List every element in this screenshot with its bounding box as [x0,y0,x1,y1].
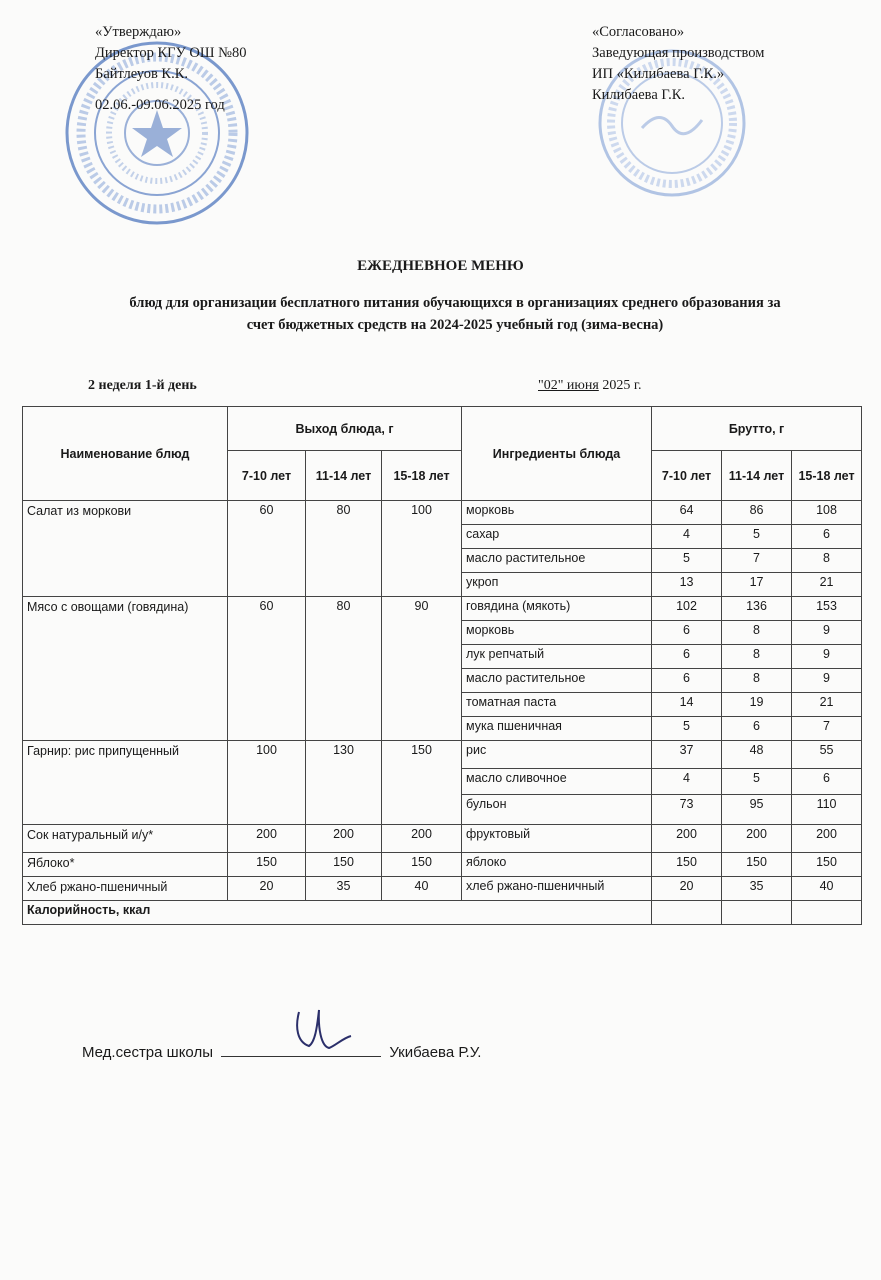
gross-age2: 19 [722,693,792,717]
yield-age1: 20 [228,877,306,901]
gross-age3: 110 [792,795,862,825]
gross-age2: 150 [722,853,792,877]
yield-age1: 150 [228,853,306,877]
approval-line1: Директор КГУ ОШ №80 [95,45,247,61]
gross-age1: 150 [652,853,722,877]
gross-age3: 9 [792,645,862,669]
gross-age2: 17 [722,573,792,597]
agreement-line1: Заведующая производством [592,45,765,61]
ingredient-name: сахар [462,525,652,549]
date-year: 2025 г. [598,378,642,393]
gross-age3: 55 [792,741,862,769]
gross-age3: 6 [792,769,862,795]
yield-age2: 130 [306,741,382,825]
ingredient-name: мука пшеничная [462,717,652,741]
ingredient-name: масло сливочное [462,769,652,795]
header-yield: Выход блюда, г [228,407,462,451]
gross-age3: 9 [792,669,862,693]
ingredient-name: укроп [462,573,652,597]
dish-name: Гарнир: рис припущенный [23,741,228,825]
gross-age3: 150 [792,853,862,877]
gross-age3: 7 [792,717,862,741]
gross-age2: 8 [722,669,792,693]
approval-line2: Байтлеуов К.К. [95,66,189,82]
yield-age2: 150 [306,853,382,877]
agreement-block [592,22,764,106]
yield-age3: 150 [382,741,462,825]
agreement-heading: «Согласовано» [592,24,685,40]
yield-age3: 40 [382,877,462,901]
gross-age1: 13 [652,573,722,597]
ingredient-name: фруктовый [462,825,652,853]
page-subtitle: блюд для организации бесплатного питания обучающихся в организациях среднего образования за счет бюджетных средств на 2024-2025 учебный год (зима-весна) [129,295,781,333]
gross-age2: 86 [722,501,792,525]
ingredient-name: морковь [462,501,652,525]
gross-age2: 5 [722,769,792,795]
dish-name: Сок натуральный и/у* [23,825,228,853]
header-gross-age1: 7-10 лет [652,451,722,501]
gross-age1: 64 [652,501,722,525]
gross-age3: 6 [792,525,862,549]
approval-period: 02.06.-09.06.2025 год [95,97,225,113]
gross-age3: 21 [792,573,862,597]
gross-age2: 200 [722,825,792,853]
gross-age3: 40 [792,877,862,901]
yield-age1: 60 [228,501,306,597]
gross-age1: 4 [652,769,722,795]
header-dish: Наименование блюд [23,407,228,501]
header-gross-age2: 11-14 лет [722,451,792,501]
gross-age1: 14 [652,693,722,717]
yield-age2: 35 [306,877,382,901]
yield-age3: 200 [382,825,462,853]
gross-age2: 136 [722,597,792,621]
gross-age1: 102 [652,597,722,621]
signature-line [221,1040,381,1057]
header-yield-age2: 11-14 лет [306,451,382,501]
gross-age2: 48 [722,741,792,769]
ingredient-name: яблоко [462,853,652,877]
calories-age3 [792,901,862,925]
signature-name: Укибаева Р.У. [389,1044,482,1061]
gross-age1: 6 [652,669,722,693]
header-gross-age3: 15-18 лет [792,451,862,501]
signature-label: Мед.сестра школы [82,1044,213,1061]
gross-age1: 5 [652,549,722,573]
gross-age3: 200 [792,825,862,853]
ingredient-name: масло растительное [462,549,652,573]
gross-age3: 8 [792,549,862,573]
gross-age1: 200 [652,825,722,853]
ingredient-name: томатная паста [462,693,652,717]
gross-age1: 5 [652,717,722,741]
dish-name: Яблоко* [23,853,228,877]
week-day: 2 неделя 1-й день [88,378,197,393]
date-day: "02" июня [538,378,599,393]
header-yield-age1: 7-10 лет [228,451,306,501]
agreement-line3: Килибаева Г.К. [592,87,686,103]
gross-age1: 73 [652,795,722,825]
gross-age1: 6 [652,645,722,669]
gross-age1: 4 [652,525,722,549]
dish-name: Хлеб ржано-пшеничный [23,877,228,901]
page-title: ЕЖЕДНЕВНОЕ МЕНЮ [357,258,524,274]
ingredient-name: лук репчатый [462,645,652,669]
gross-age2: 7 [722,549,792,573]
calories-label: Калорийность, ккал [23,901,652,925]
ingredient-name: бульон [462,795,652,825]
gross-age2: 5 [722,525,792,549]
gross-age2: 8 [722,645,792,669]
agreement-line2: ИП «Килибаева Г.К.» [592,66,725,82]
gross-age3: 108 [792,501,862,525]
yield-age2: 200 [306,825,382,853]
gross-age1: 20 [652,877,722,901]
calories-age2 [722,901,792,925]
gross-age3: 21 [792,693,862,717]
gross-age2: 35 [722,877,792,901]
approval-heading: «Утверждаю» [95,24,182,40]
yield-age1: 100 [228,741,306,825]
gross-age3: 153 [792,597,862,621]
ingredient-name: хлеб ржано-пшеничный [462,877,652,901]
yield-age2: 80 [306,597,382,741]
yield-age3: 90 [382,597,462,741]
gross-age2: 95 [722,795,792,825]
approval-block [95,22,246,116]
ingredient-name: рис [462,741,652,769]
ingredient-name: масло растительное [462,669,652,693]
ingredient-name: говядина (мякоть) [462,597,652,621]
ingredient-name: морковь [462,621,652,645]
menu-date [538,378,641,394]
yield-age1: 60 [228,597,306,741]
header-yield-age3: 15-18 лет [382,451,462,501]
header-gross: Брутто, г [652,407,862,451]
menu-table [22,406,862,925]
yield-age3: 150 [382,853,462,877]
yield-age1: 200 [228,825,306,853]
yield-age2: 80 [306,501,382,597]
dish-name: Мясо с овощами (говядина) [23,597,228,741]
signature-row [82,1040,481,1061]
gross-age2: 6 [722,717,792,741]
gross-age3: 9 [792,621,862,645]
yield-age3: 100 [382,501,462,597]
calories-age1 [652,901,722,925]
gross-age1: 37 [652,741,722,769]
dish-name: Салат из моркови [23,501,228,597]
header-ingredients: Ингредиенты блюда [462,407,652,501]
gross-age1: 6 [652,621,722,645]
gross-age2: 8 [722,621,792,645]
